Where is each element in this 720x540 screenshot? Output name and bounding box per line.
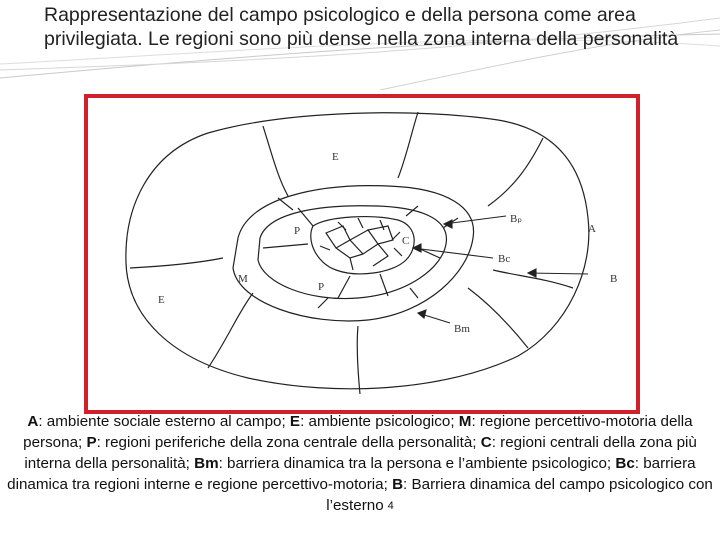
region-divider (398, 112, 418, 178)
psychological-field-diagram (88, 98, 636, 410)
label-Bc: Bc (498, 253, 511, 265)
slide-title: Rappresentazione del campo psicologico e della persona come area privilegiata. Le regioni sono più dense nella zona interna della personalità (44, 4, 679, 50)
label-E-left: E (158, 294, 165, 306)
region-divider (130, 258, 223, 268)
region-divider (357, 326, 360, 394)
label-C: C (402, 235, 410, 247)
label-M: M (238, 273, 248, 285)
region-divider (208, 293, 253, 368)
central-boundary (311, 217, 414, 274)
label-Bm: Bm (454, 323, 470, 335)
label-A: A (588, 223, 596, 235)
label-E-top: E (332, 151, 339, 163)
caption: A: ambiente sociale esterno al campo; E: ambiente psicologico; M: regione percettivo-motoria della persona; P: regioni periferiche della zona centrale della personalità; C: regioni centrali della zona più interna della personalità; Bm: barriera dinamica tra la persona e l’ambiente psicologico; Bc: barriera dinamica tra regioni interne e regione percettivo-motoria; B: Barriera dinamica del campo psicologico con l’esterno $^4$ (7, 413, 713, 514)
region-divider (263, 126, 288, 196)
region-divider (488, 138, 543, 206)
label-Bp: Bₚ (510, 213, 523, 225)
diagram-frame (84, 94, 640, 414)
label-P-lower: P (318, 281, 325, 293)
page-number: 4 (387, 500, 394, 512)
region-divider (468, 288, 528, 348)
label-P-upper: P (294, 225, 301, 237)
label-B: B (610, 273, 618, 285)
inner-boundary (258, 206, 446, 299)
